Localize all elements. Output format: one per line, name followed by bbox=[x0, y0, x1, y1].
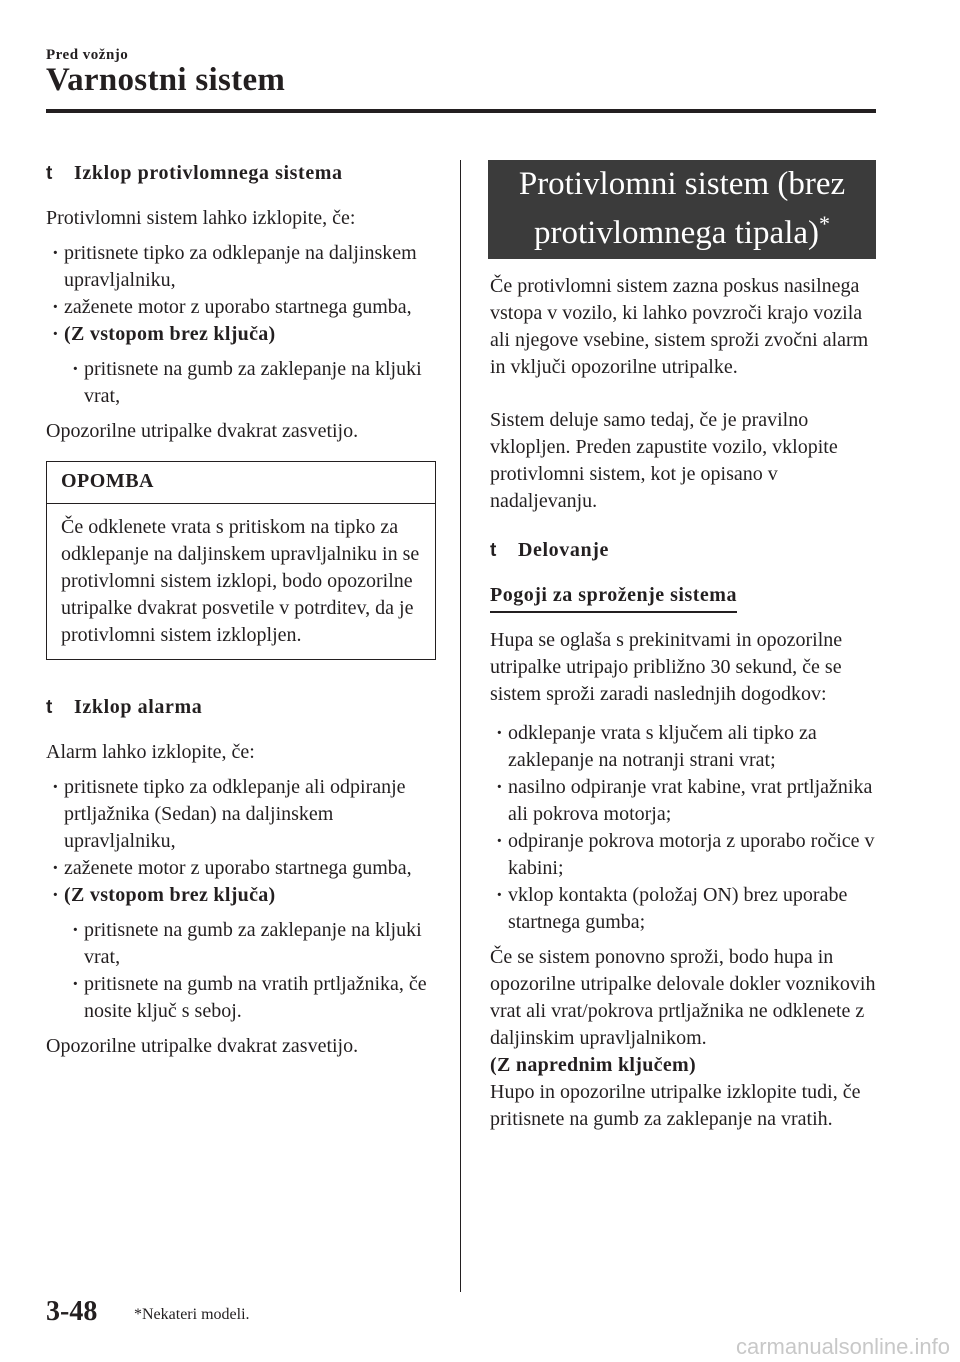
paragraph: Alarm lahko izklopite, če: bbox=[46, 741, 255, 763]
heading-label: Izklop alarma bbox=[74, 696, 203, 718]
bullet-list bbox=[46, 240, 436, 348]
section-marker: t bbox=[490, 540, 497, 561]
sub-bullet-list bbox=[66, 917, 436, 1025]
paragraph: Protivlomni sistem lahko izklopite, če: bbox=[46, 207, 356, 229]
note-box bbox=[46, 461, 436, 660]
bullet-icon: · bbox=[72, 919, 79, 941]
banner-title: Protivlomni sistem (brez protivlomnega tipala) bbox=[518, 166, 846, 251]
section-label: Pred vožnjo bbox=[46, 47, 129, 63]
list-item: · zaženete motor z uporabo startnega gumba, bbox=[46, 855, 436, 882]
advanced-key-label: (Z naprednim ključem) bbox=[490, 1054, 696, 1076]
section-marker: t bbox=[46, 163, 53, 184]
watermark: carmanualsonline.info bbox=[735, 1334, 950, 1359]
note-heading: OPOMBA bbox=[47, 462, 435, 504]
heading-disarm-alarm bbox=[46, 694, 436, 721]
paragraph: Sistem deluje samo tedaj, če je pravilno vklopljen. Preden zapustite vozilo, vklopite protivlomni sistem, kot je opisano v nadaljevanju. bbox=[490, 409, 838, 512]
left-column bbox=[46, 160, 436, 1068]
list-item: · nasilno odpiranje vrat kabine, vrat prtljažnika ali pokrova motorja; bbox=[496, 776, 873, 825]
heading-operation bbox=[490, 537, 876, 564]
list-item: · vklop kontakta (položaj ON) brez uporabe startnega gumba; bbox=[496, 884, 848, 933]
page-number: 3-48 bbox=[46, 1296, 98, 1327]
list-item: · pritisnete tipko za odklepanje na daljinskem upravljalniku, bbox=[52, 242, 417, 291]
paragraph: Hupa se oglaša s prekinitvami in opozorilne utripalke utripajo približno 30 sekund, če se sistem sproži zaradi naslednjih dogodkov: bbox=[490, 629, 843, 705]
paragraph: Opozorilne utripalke dvakrat zasvetijo. bbox=[46, 420, 359, 442]
note-body: Če odklenete vrata s pritiskom na tipko za odklepanje na daljinskem upravljalniku in se protivlomni sistem izklopi, bodo opozorilne utripalke dvakrat posvetile v potrditev, da je protivlomni sistem izklopljen. bbox=[61, 516, 420, 646]
paragraph: Če protivlomni sistem zazna poskus nasilnega vstopa v vozilo, ki lahko povzroči krajo vozila ali njegove vsebine, sistem sproži zvočni alarm in vključi opozorilne utripalke. bbox=[490, 275, 869, 378]
page-title: Varnostni sistem bbox=[46, 62, 286, 98]
bullet-icon: · bbox=[52, 884, 59, 906]
heading-label: Delovanje bbox=[518, 539, 609, 561]
list-item: · pritisnete na gumb za zaklepanje na kljuki vrat, bbox=[72, 919, 422, 968]
heading-disarm-system bbox=[46, 160, 436, 187]
list-item: · odpiranje pokrova motorja z uporabo ročice v kabini; bbox=[496, 830, 875, 879]
heading-label: Izklop protivlomnega sistema bbox=[74, 162, 343, 184]
bullet-icon: · bbox=[496, 884, 503, 906]
list-item: · zaženete motor z uporabo startnega gumba, bbox=[46, 294, 436, 321]
list-item: · (Z vstopom brez ključa) bbox=[46, 882, 436, 909]
paragraph: Če se sistem ponovno sproži, bodo hupa in opozorilne utripalke delovale dokler voznikovih vrat ali vrat/pokrova prtljažnika ne odklenete z daljinskim upravljalnikom. bbox=[490, 946, 876, 1049]
bullet-icon: · bbox=[52, 323, 59, 345]
right-column bbox=[490, 160, 876, 1141]
list-item: · pritisnete na gumb za zaklepanje na kljuki vrat, bbox=[72, 358, 422, 407]
bullet-icon: · bbox=[496, 776, 503, 798]
bullet-list bbox=[46, 774, 436, 909]
bullet-icon: · bbox=[52, 242, 59, 264]
list-item: · (Z vstopom brez ključa) bbox=[46, 321, 436, 348]
list-item: · pritisnete na gumb na vratih prtljažnika, če nosite ključ s seboj. bbox=[72, 973, 427, 1022]
section-marker: t bbox=[46, 697, 53, 718]
bullet-icon: · bbox=[496, 830, 503, 852]
bullet-icon: · bbox=[72, 973, 79, 995]
list-item: · odklepanje vrata s ključem ali tipko za zaklepanje na notranji strani vrat; bbox=[496, 722, 817, 771]
sub-bullet-list bbox=[66, 356, 436, 410]
asterisk-mark: * bbox=[819, 211, 830, 236]
bullet-icon: · bbox=[52, 776, 59, 798]
bullet-icon: · bbox=[72, 358, 79, 380]
column-divider bbox=[460, 160, 461, 1292]
section-banner bbox=[488, 160, 876, 259]
paragraph: Opozorilne utripalke dvakrat zasvetijo. bbox=[46, 1035, 359, 1057]
footnote: *Nekateri modeli. bbox=[134, 1306, 250, 1323]
bullet-icon: · bbox=[496, 722, 503, 744]
paragraph: Hupo in opozorilne utripalke izklopite tudi, če pritisnete na gumb za zaklepanje na vratih. bbox=[490, 1081, 861, 1130]
header-divider bbox=[46, 109, 876, 113]
subheading: Pogoji za sproženje sistema bbox=[490, 582, 737, 613]
bullet-list bbox=[490, 720, 876, 936]
bullet-icon: · bbox=[52, 857, 59, 879]
bullet-icon: · bbox=[52, 296, 59, 318]
list-item: · pritisnete tipko za odklepanje ali odpiranje prtljažnika (Sedan) na daljinskem upravljalniku, bbox=[52, 776, 406, 852]
